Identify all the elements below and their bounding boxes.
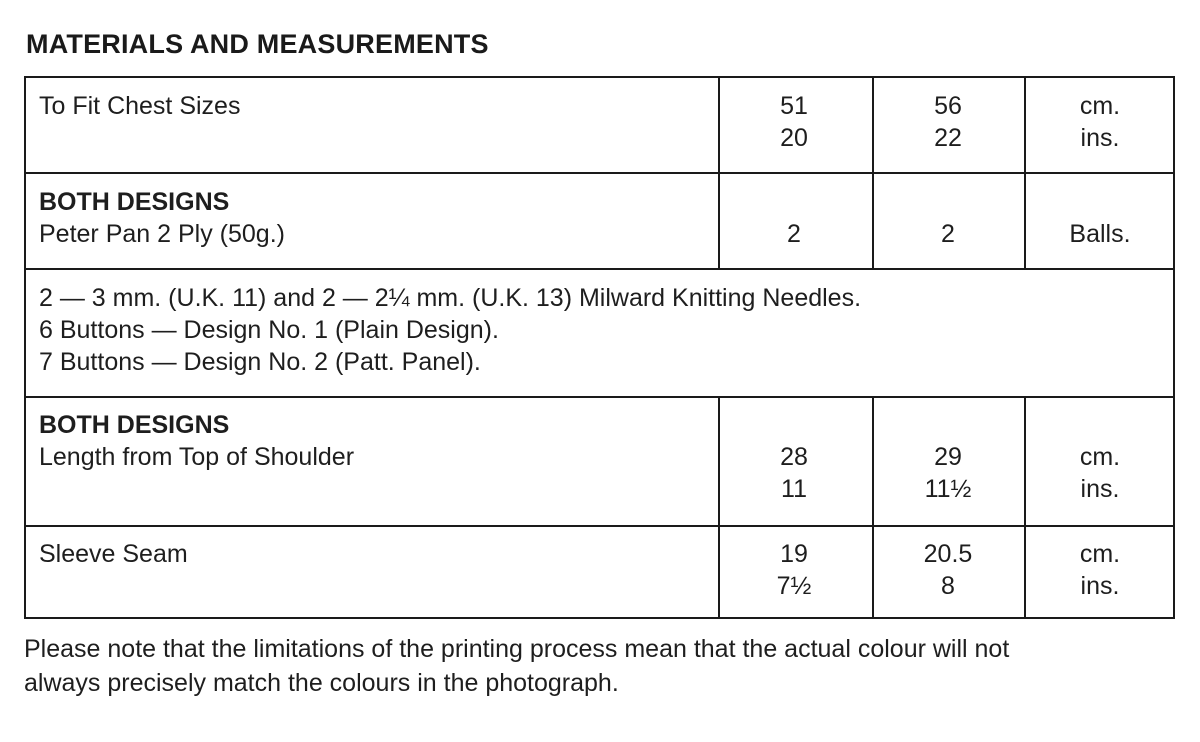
buttons-design1-line: 6 Buttons — Design No. 1 (Plain Design). xyxy=(39,316,499,344)
chest-size2-ins: 22 xyxy=(934,124,962,152)
needles-line: 2 — 3 mm. (U.K. 11) and 2 — 2¼ mm. (U.K. 13) Milward Knitting Needles. xyxy=(39,284,862,312)
buttons-design2-line: 7 Buttons — Design No. 2 (Patt. Panel). xyxy=(39,348,481,376)
sleeve-size1-ins: 7½ xyxy=(776,572,812,600)
sleeve-unit-ins: ins. xyxy=(1080,572,1120,600)
length-size2-cm: 29 xyxy=(934,443,962,471)
chest-size1-cm: 51 xyxy=(780,92,808,120)
row-divider xyxy=(26,525,1173,527)
yarn-label: Peter Pan 2 Ply (50g.) xyxy=(39,220,285,248)
printing-note xyxy=(24,632,1184,700)
length-section-title: BOTH DESIGNS xyxy=(39,411,230,439)
yarn-section-title: BOTH DESIGNS xyxy=(39,188,230,216)
length-label: Length from Top of Shoulder xyxy=(39,443,355,471)
sleeve-label: Sleeve Seam xyxy=(39,540,188,568)
row-divider xyxy=(26,172,1173,174)
sleeve-unit-cm: cm. xyxy=(1079,540,1121,568)
length-size1-cm: 28 xyxy=(780,443,808,471)
materials-table xyxy=(24,76,1175,619)
section-heading: MATERIALS AND MEASUREMENTS xyxy=(26,29,489,59)
length-unit-cm: cm. xyxy=(1079,443,1121,471)
sleeve-size2-cm: 20.5 xyxy=(923,540,973,568)
printing-note-line: Please note that the limitations of the printing process mean that the actual colour will not xyxy=(24,635,1010,663)
length-unit-ins: ins. xyxy=(1080,475,1120,503)
chest-unit-cm: cm. xyxy=(1079,92,1121,120)
chest-size2-cm: 56 xyxy=(934,92,962,120)
sleeve-size1-cm: 19 xyxy=(780,540,808,568)
yarn-size1-balls: 2 xyxy=(787,220,801,248)
row-divider xyxy=(26,268,1173,270)
chest-label: To Fit Chest Sizes xyxy=(39,92,241,120)
length-size1-ins: 11 xyxy=(781,475,807,503)
printing-note-line: always precisely match the colours in the photograph. xyxy=(24,669,619,697)
sleeve-size2-ins: 8 xyxy=(941,572,955,600)
yarn-unit: Balls. xyxy=(1069,220,1131,248)
yarn-size2-balls: 2 xyxy=(941,220,955,248)
chest-size1-ins: 20 xyxy=(780,124,808,152)
row-divider xyxy=(26,396,1173,398)
length-size2-ins: 11½ xyxy=(924,475,972,503)
chest-unit-ins: ins. xyxy=(1080,124,1120,152)
